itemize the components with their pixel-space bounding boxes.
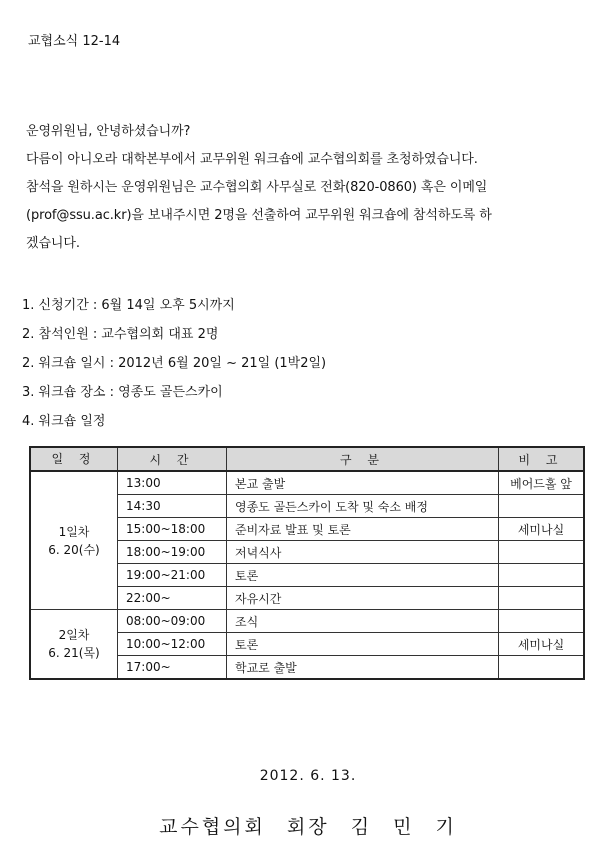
note-cell: 세미나실 bbox=[499, 633, 585, 656]
note-cell: 베어드홀 앞 bbox=[499, 471, 585, 495]
day1-label: 1일차 bbox=[58, 524, 90, 539]
item-attendees: 2. 참석인원 : 교수협의회 대표 2명 bbox=[22, 327, 219, 342]
signature-name-1: 김 bbox=[350, 816, 373, 838]
note-cell: 세미나실 bbox=[499, 518, 585, 541]
time-cell: 14:30 bbox=[118, 495, 227, 518]
day2-cell bbox=[30, 610, 118, 680]
document-header: 교협소식 12-14 bbox=[28, 34, 121, 49]
body-line-3: 참석을 원하시는 운영위원님은 교수협의회 사무실로 전화(820-0860) 혹은 이메일 bbox=[26, 180, 488, 195]
table-row bbox=[30, 610, 584, 633]
time-cell: 08:00~09:00 bbox=[118, 610, 227, 633]
desc-cell: 자유시간 bbox=[227, 587, 499, 610]
document-date: 2012. 6. 13. bbox=[259, 768, 357, 784]
signature-line bbox=[0, 812, 616, 839]
time-cell: 10:00~12:00 bbox=[118, 633, 227, 656]
desc-cell: 조식 bbox=[227, 610, 499, 633]
desc-cell: 본교 출발 bbox=[227, 471, 499, 495]
body-line-2: 다름이 아니오라 대학본부에서 교무위원 워크숍에 교수협의회를 초청하였습니다. bbox=[26, 152, 478, 167]
note-cell bbox=[499, 495, 585, 518]
day2-label: 2일차 bbox=[58, 628, 90, 642]
day1-date: 6. 20(수) bbox=[48, 542, 100, 557]
item-application-period: 1. 신청기간 : 6월 14일 오후 5시까지 bbox=[22, 298, 235, 313]
time-cell: 22:00~ bbox=[118, 587, 227, 610]
note-cell bbox=[499, 564, 585, 587]
desc-cell: 저녁식사 bbox=[227, 541, 499, 564]
body-line-4: (prof@ssu.ac.kr)을 보내주시면 2명을 선출하여 교무위원 워크숍에 참석하도록 하 bbox=[26, 208, 492, 223]
time-cell: 13:00 bbox=[118, 471, 227, 495]
time-cell: 18:00~19:00 bbox=[118, 541, 227, 564]
item-workshop-place: 3. 워크숍 장소 : 영종도 골든스카이 bbox=[22, 385, 223, 400]
header-schedule: 일 정 bbox=[30, 447, 118, 471]
desc-cell: 토론 bbox=[227, 564, 499, 587]
time-cell: 17:00~ bbox=[118, 656, 227, 680]
header-category: 구 분 bbox=[227, 447, 499, 471]
note-cell bbox=[499, 656, 585, 680]
item-workshop-schedule: 4. 워크숍 일정 bbox=[22, 414, 106, 429]
day2-date: 6. 21(목) bbox=[48, 646, 100, 660]
desc-cell: 토론 bbox=[227, 633, 499, 656]
greeting-line: 운영위원님, 안녕하셨습니까? bbox=[26, 124, 191, 139]
header-note: 비 고 bbox=[499, 447, 585, 471]
table-header-row bbox=[30, 447, 584, 471]
schedule-table bbox=[29, 446, 585, 680]
body-line-5: 겠습니다. bbox=[26, 236, 80, 251]
table-row bbox=[30, 471, 584, 495]
note-cell bbox=[499, 587, 585, 610]
desc-cell: 준비자료 발표 및 토론 bbox=[227, 518, 499, 541]
signature-name-2: 민 bbox=[393, 816, 415, 838]
signature-title: 회장 bbox=[286, 816, 330, 838]
note-cell bbox=[499, 610, 585, 633]
time-cell: 15:00~18:00 bbox=[118, 518, 227, 541]
desc-cell: 학교로 출발 bbox=[227, 656, 499, 680]
note-cell bbox=[499, 541, 585, 564]
desc-cell: 영종도 골든스카이 도착 및 숙소 배정 bbox=[227, 495, 499, 518]
day1-cell bbox=[30, 471, 118, 610]
time-cell: 19:00~21:00 bbox=[118, 564, 227, 587]
item-workshop-date: 2. 워크숍 일시 : 2012년 6월 20일 ~ 21일 (1박2일) bbox=[22, 356, 327, 371]
signature-org: 교수협의회 bbox=[159, 816, 266, 838]
header-time: 시 간 bbox=[118, 447, 227, 471]
signature-name-3: 기 bbox=[435, 816, 457, 838]
